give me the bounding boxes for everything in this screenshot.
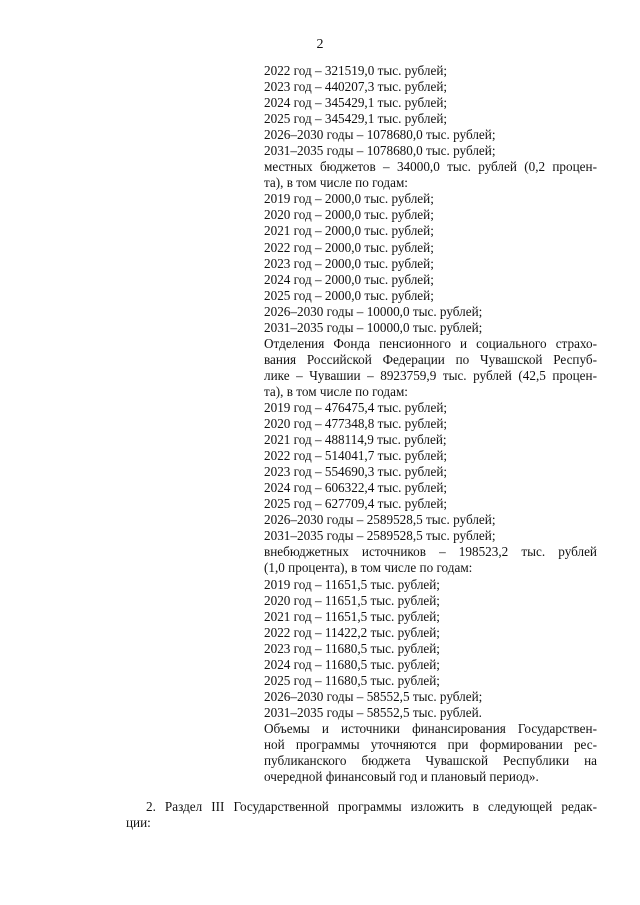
text-line: Отделения Фонда пенсионного и социального страхо- [264,335,597,351]
text-line: 2031–2035 годы – 1078680,0 тыс. рублей; [264,143,496,159]
text-line: 2026–2030 годы – 1078680,0 тыс. рублей; [264,127,496,143]
text-line: (1,0 процента), в том числе по годам: [264,560,473,576]
text-line: та), в том числе по годам: [264,383,408,399]
text-line: 2025 год – 345429,1 тыс. рублей; [264,111,448,127]
text-line: та), в том числе по годам: [264,175,408,191]
text-line: 2021 год – 488114,9 тыс. рублей; [264,432,447,448]
text-line: 2022 год – 11422,2 тыс. рублей; [264,624,440,640]
text-line: вания Российской Федерации по Чувашской Респуб- [264,351,597,367]
text-line: публиканского бюджета Чувашской Республики на [264,753,597,769]
page-number: 2 [316,37,324,52]
text-line: 2031–2035 годы – 10000,0 тыс. рублей; [264,319,483,335]
text-line: 2031–2035 годы – 2589528,5 тыс. рублей; [264,528,496,544]
text-line: 2024 год – 11680,5 тыс. рублей; [264,656,440,672]
section-paragraph [126,799,597,831]
text-line: 2. Раздел III Государственной программы изложить в следующей редак- [146,799,597,814]
text-line: 2026–2030 годы – 10000,0 тыс. рублей; [264,303,483,319]
text-line: очередной финансовый год и плановый период». [264,769,539,785]
text-line: внебюджетных источников – 198523,2 тыс. рублей [264,544,597,560]
text-line: 2025 год – 627709,4 тыс. рублей; [264,496,448,512]
text-line: 2022 год – 2000,0 тыс. рублей; [264,239,434,255]
text-line: 2024 год – 606322,4 тыс. рублей; [264,480,448,496]
financing-column [264,63,597,785]
text-line: 2023 год – 2000,0 тыс. рублей; [264,255,434,271]
text-line: 2024 год – 2000,0 тыс. рублей; [264,271,434,287]
text-line: 2026–2030 годы – 58552,5 тыс. рублей; [264,688,483,704]
text-line: 2023 год – 440207,3 тыс. рублей; [264,79,448,95]
text-line: 2020 год – 11651,5 тыс. рублей; [264,592,440,608]
text-line: 2024 год – 345429,1 тыс. рублей; [264,95,448,111]
text-line: 2023 год – 11680,5 тыс. рублей; [264,640,440,656]
text-line: 2020 год – 477348,8 тыс. рублей; [264,416,448,432]
text-line: 2020 год – 2000,0 тыс. рублей; [264,207,434,223]
text-line: 2019 год – 476475,4 тыс. рублей; [264,399,448,415]
text-line: Объемы и источники финансирования Государствен- [264,720,597,736]
text-line: 2023 год – 554690,3 тыс. рублей; [264,464,448,480]
text-line: 2019 год – 11651,5 тыс. рублей; [264,576,440,592]
text-line: 2025 год – 11680,5 тыс. рублей; [264,672,440,688]
text-line: ной программы уточняются при формировании рес- [264,736,597,752]
text-line: 2021 год – 11651,5 тыс. рублей; [264,608,440,624]
text-line: лике – Чувашии – 8923759,9 тыс. рублей (42,5 процен- [264,367,597,383]
text-line: 2026–2030 годы – 2589528,5 тыс. рублей; [264,512,496,528]
text-line: 2031–2035 годы – 58552,5 тыс. рублей. [264,704,482,720]
text-line: ции: [126,815,151,831]
text-line: 2025 год – 2000,0 тыс. рублей; [264,287,434,303]
text-line: местных бюджетов – 34000,0 тыс. рублей (0,2 процен- [264,159,597,175]
text-line: 2022 год – 514041,7 тыс. рублей; [264,448,448,464]
text-line: 2021 год – 2000,0 тыс. рублей; [264,223,434,239]
text-line: 2022 год – 321519,0 тыс. рублей; [264,63,448,78]
text-line: 2019 год – 2000,0 тыс. рублей; [264,191,434,207]
